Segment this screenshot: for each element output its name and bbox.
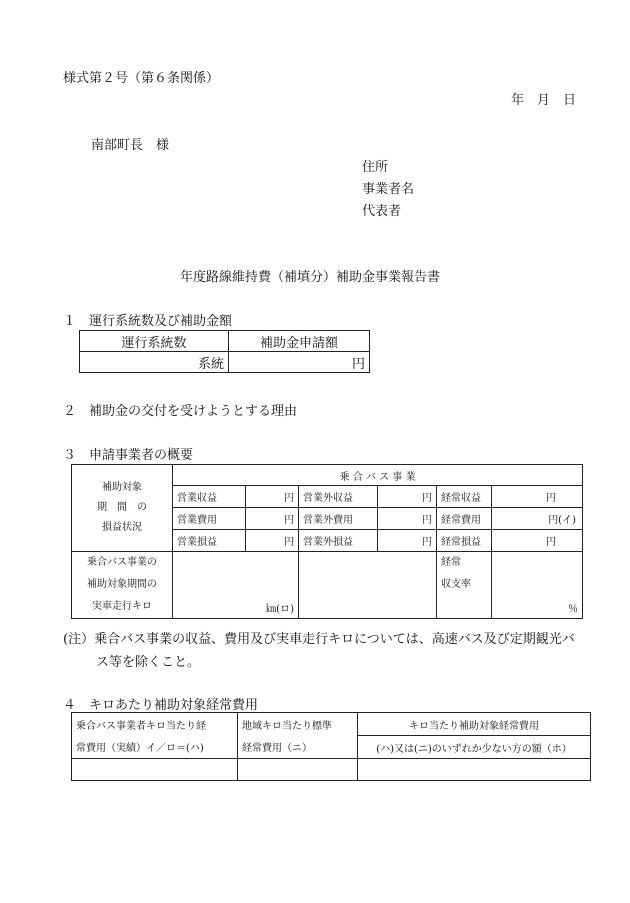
date-line: 年 月 日 [511,93,577,108]
blank-cell [299,552,437,619]
header-subsidy-amount: 補助金申請額 [229,331,370,352]
subsidy-cost-header: キロ当たり補助対象経常費用 [358,713,591,736]
addressee: 南部町長 様 [91,138,170,153]
ratio-value: ％ [492,552,583,619]
section-1-table [79,330,370,373]
note-line-2: ス等を除くこと。 [96,655,201,670]
ratio-label: 経常 収支率 [437,552,492,619]
section-3-heading: ３ 申請事業者の概要 [63,448,194,463]
note-line-1: (注）乗合バス事業の収益、費用及び実車走行キロについては、高速バス及び定期観光バ [63,632,575,647]
subsidy-amount-value: 円 [229,352,370,373]
standard-cost-label-top: 地域キロ当たり標準 [238,713,358,736]
section-2-heading: ２ 補助金の交付を受けようとする理由 [63,404,298,419]
mileage-value: ㎞(ロ) [173,552,299,619]
sender-address-label: 住所 [362,160,389,175]
mileage-label: 乗合バス事業の 補助対象期間の 実車走行キロ [72,552,173,619]
section-4-heading: ４ キロあたり補助対象経常費用 [63,698,259,713]
document-title: 年度路線維持費（補填分）補助金事業報告書 [180,270,441,285]
table-row [72,759,591,781]
header-route-count: 運行系統数 [80,331,229,352]
table-row: 営業費用 円 営業外費用 円 経常費用 円(イ) [72,508,583,530]
subsidy-cost-subheader: (ハ)又は(ニ)のいずれか少ない方の額（ホ） [358,736,591,759]
profit-status-label: 補助対象 期 間 の 損益状況 [72,465,173,552]
actual-cost-label-bottom: 常費用（実績）イ／ロ＝(ハ) [72,736,238,759]
section-3-table [71,464,583,619]
table-row: 営業損益 円 営業外損益 円 経常損益 円 [72,530,583,552]
sender-representative-label: 代表者 [362,204,402,219]
standard-cost-label-bottom: 経常費用（ニ） [238,736,358,759]
section-4-table [71,712,591,781]
bus-business-header: 乗 合 バ ス 事 業 [173,465,583,486]
route-count-value: 系統 [80,352,229,373]
actual-cost-label-top: 乗合バス事業者キロ当たり経 [72,713,238,736]
form-number: 様式第２号（第６条関係） [63,71,220,86]
table-row: 営業収益 円 営業外収益 円 経常収益 円 [72,486,583,508]
section-1-heading: １ 運行系統数及び補助金額 [63,314,233,329]
sender-company-label: 事業者名 [362,182,415,197]
